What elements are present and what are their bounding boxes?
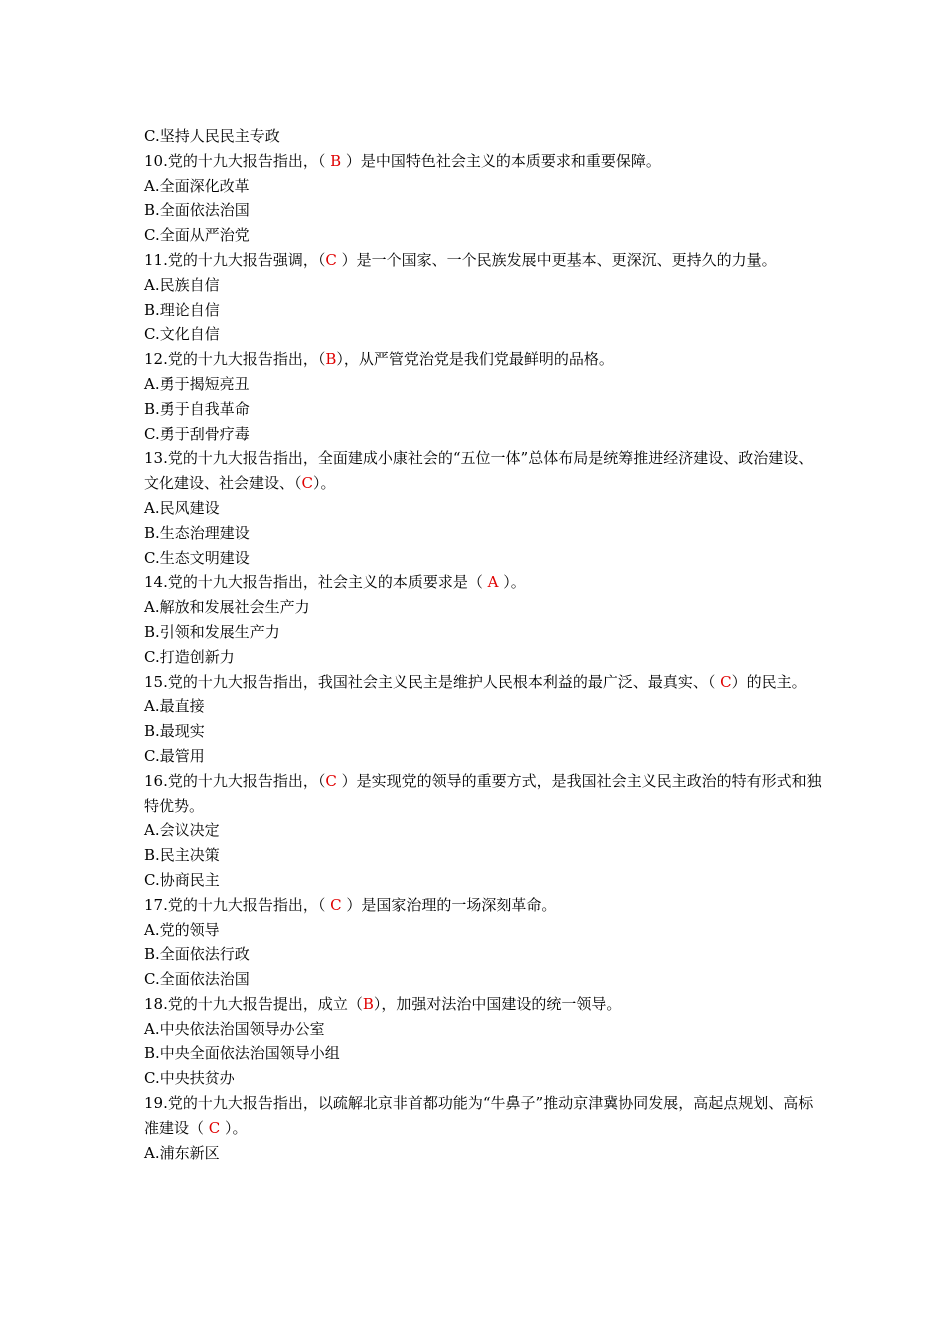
- question-text-tail: ），从严管党治党是我们党最鲜明的品格。: [336, 350, 614, 369]
- answer-letter: A: [487, 573, 499, 592]
- option-line: A.解放和发展社会生产力: [144, 598, 310, 617]
- question-text-tail: ）是中国特色社会主义的本质要求和重要保障。: [341, 151, 661, 170]
- question-text: 14.党的十九大报告指出，社会主义的本质要求是（: [144, 573, 488, 592]
- question-line: [144, 149, 824, 174]
- question-line: [144, 670, 824, 695]
- question-text: 16.党的十九大报告指出，（: [144, 771, 326, 790]
- question-text: 12.党的十九大报告指出，（: [144, 350, 326, 369]
- option-line: C.文化自信: [144, 325, 220, 344]
- question-text: 10.党的十九大报告指出，（: [144, 151, 331, 170]
- question-text-tail: ）。: [498, 573, 526, 592]
- question-text: 19.党的十九大报告指出，以疏解北京非首都功能为“牛鼻子”推动京津冀协同发展，高起点规划、高标准建设（: [144, 1094, 814, 1137]
- option-line: B.最现实: [144, 722, 205, 741]
- option-line: B.全面依法治国: [144, 201, 250, 220]
- question-text-tail: ）是实现党的领导的重要方式，是我国社会主义民主政治的特有形式和独特优势。: [144, 771, 822, 815]
- option-line: A.中央依法治国领导办公室: [144, 1019, 325, 1038]
- question-line: [144, 347, 824, 372]
- question-line: [144, 769, 824, 819]
- answer-letter: C: [720, 672, 732, 691]
- question-line: [144, 446, 824, 496]
- question-text: 13.党的十九大报告指出，全面建成小康社会的“五位一体”总体布局是统筹推进经济建设、政治建设、文化建设、社会建设、（: [144, 449, 814, 493]
- question-text-tail: ）是国家治理的一场深刻革命。: [341, 895, 557, 914]
- option-line: B.理论自信: [144, 300, 220, 319]
- question-text: 11.党的十九大报告强调，（: [144, 250, 326, 269]
- option-line: A.最直接: [144, 697, 205, 716]
- answer-letter: B: [325, 350, 337, 369]
- option-line: B.中央全面依法治国领导小组: [144, 1044, 340, 1063]
- option-line: A.会议决定: [144, 821, 220, 840]
- answer-letter: B: [362, 994, 374, 1013]
- answer-letter: C: [330, 895, 342, 914]
- option-line: C.协商民主: [144, 870, 220, 889]
- question-text-tail: ）。: [220, 1118, 248, 1137]
- question-text: 17.党的十九大报告指出，（: [144, 895, 331, 914]
- option-line: B.生态治理建设: [144, 523, 250, 542]
- question-line: [144, 992, 824, 1017]
- option-line: C.生态文明建设: [144, 548, 250, 567]
- option-line: C.勇于刮骨疗毒: [144, 424, 250, 443]
- question-text-tail: ）。: [313, 474, 336, 493]
- option-line: B.全面依法行政: [144, 945, 250, 964]
- option-line: C.最管用: [144, 746, 205, 765]
- question-text-tail: ）是一个国家、一个民族发展中更基本、更深沉、更持久的力量。: [336, 250, 777, 269]
- option-line: C.中央扶贫办: [144, 1069, 235, 1088]
- question-text-tail: ）的民主。: [731, 672, 807, 691]
- option-line: A.民风建设: [144, 498, 220, 517]
- option-line: C.全面依法治国: [144, 970, 250, 989]
- question-text: 18.党的十九大报告提出，成立（: [144, 994, 363, 1013]
- option-line: A.党的领导: [144, 920, 220, 939]
- answer-letter: C: [325, 771, 337, 790]
- option-line: A.勇于揭短亮丑: [144, 374, 250, 393]
- option-line: B.勇于自我革命: [144, 399, 250, 418]
- option-line: B.民主决策: [144, 846, 220, 865]
- option-line: C.全面从严治党: [144, 226, 250, 245]
- option-line: C.打造创新力: [144, 647, 235, 666]
- answer-letter: C: [208, 1118, 221, 1137]
- answer-letter: C: [301, 474, 313, 493]
- question-line: [144, 570, 824, 595]
- option-line: B.引领和发展生产力: [144, 622, 280, 641]
- question-line: [144, 248, 824, 273]
- document-body: [144, 124, 824, 1165]
- option-line: A.全面深化改革: [144, 176, 250, 195]
- question-text: 15.党的十九大报告指出，我国社会主义民主是维护人民根本利益的最广泛、最真实、（: [144, 672, 721, 691]
- answer-letter: C: [325, 250, 337, 269]
- option-line: C.坚持人民民主专政: [144, 127, 280, 145]
- answer-letter: B: [330, 151, 342, 170]
- option-line: A.浦东新区: [144, 1143, 220, 1162]
- question-line: [144, 893, 824, 918]
- question-text-tail: ），加强对法治中国建设的统一领导。: [373, 994, 622, 1013]
- question-line: [144, 1091, 824, 1141]
- option-line: A.民族自信: [144, 275, 220, 294]
